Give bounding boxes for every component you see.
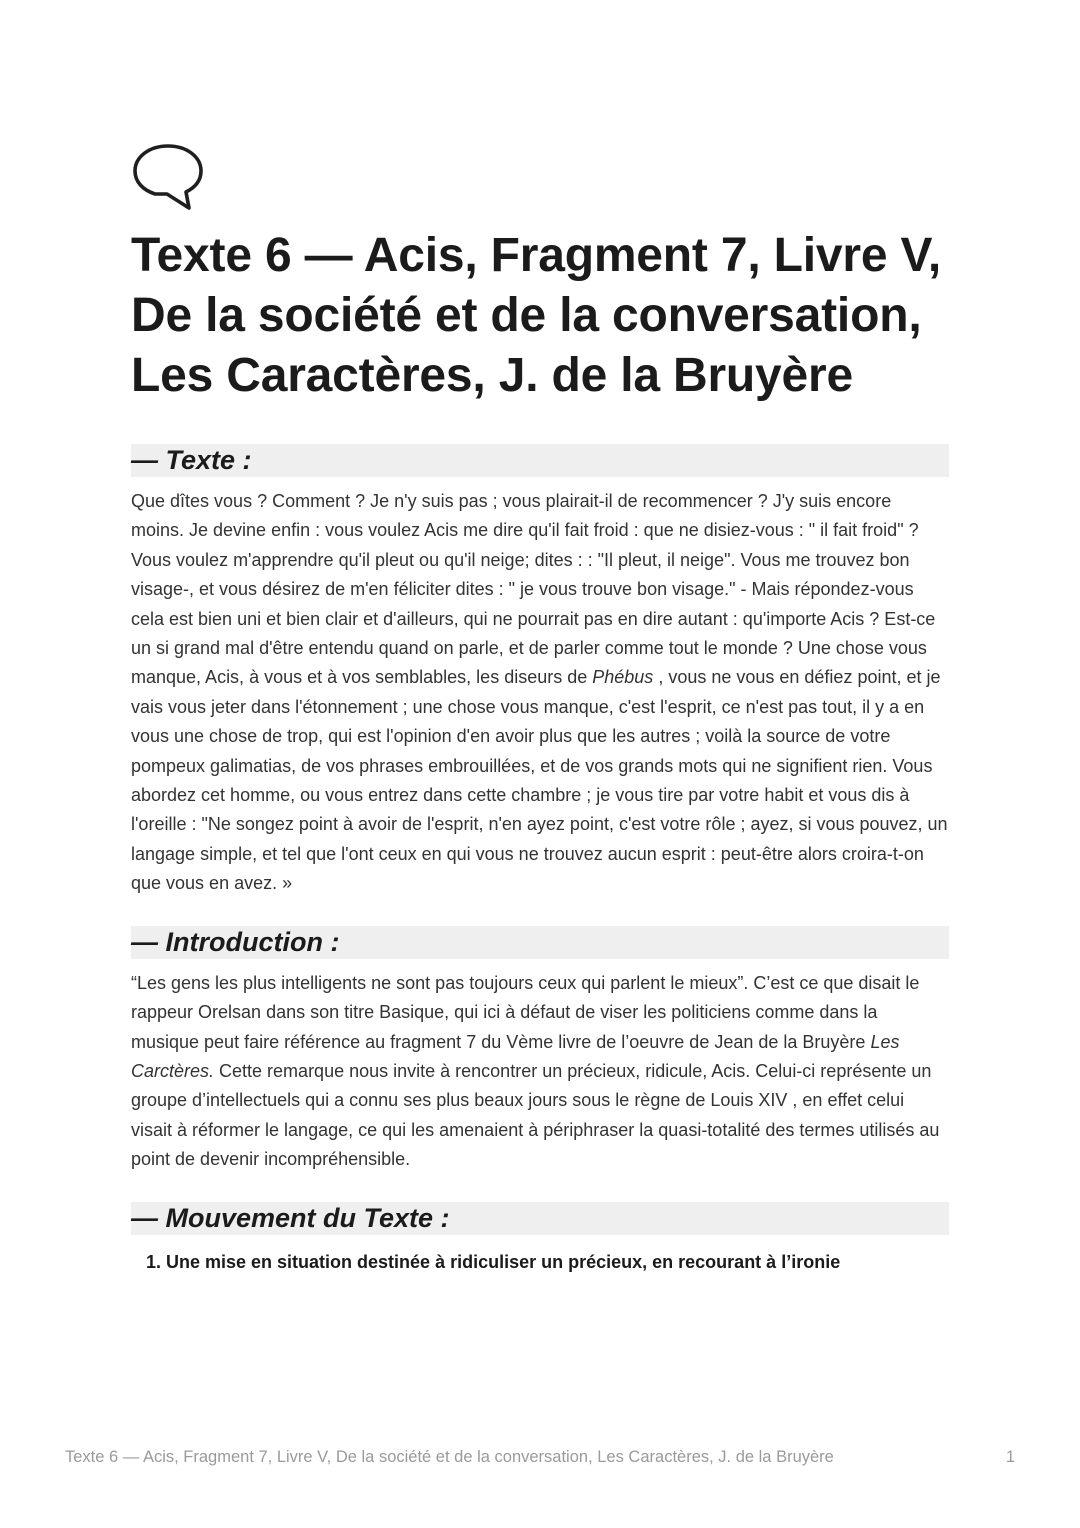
- movement-list: [131, 1249, 949, 1275]
- page-title: Texte 6 — Acis, Fragment 7, Livre V, De la société et de la conversation, Les Caractères, J. de la Bruyère: [131, 229, 942, 402]
- document-page: [131, 140, 949, 1275]
- page-number: 1: [1005, 1448, 1015, 1466]
- texte-paragraph: [131, 487, 949, 899]
- speech-bubble-icon: [131, 140, 205, 212]
- intro-part-1: “Les gens les plus intelligents ne sont pas toujours ceux qui parlent le mieux”. C’est ce que disait le rappeur Orelsan dans son titre Basique, qui ici à défaut de viser les politiciens comme dans la musique peut faire référence au fragment 7 du Vème livre de l’oeuvre de Jean de la Bruyère: [131, 972, 920, 1052]
- section-heading-introduction: — Introduction :: [131, 926, 949, 959]
- texte-part-2: , vous ne vous en défiez point, et je vais vous jeter dans l'étonnement ; une chose vous manque, c'est l'esprit, ce n'est pas tout, il y a en vous une chose de trop, qui est l'opinion d'en avoir plus que les autres ; voilà la source de votre pompeux galimatias, de vos phrases embrouillées, et de vos grands mots qui ne signifient rien. Vous abordez cet homme, ou vous entrez dans cette chambre ; je vous tire par votre habit et vous dis à l'oreille : "Ne songez point à avoir de l'esprit, n'en ayez point, c'est votre rôle ; ayez, si vous pouvez, un langage simple, et tel que l'ont ceux en qui vous ne trouvez aucun esprit : peut-être alors croira-t-on que vous en avez. »: [131, 667, 948, 894]
- list-item: 1. Une mise en situation destinée à ridiculiser un précieux, en recourant à l’ironie: [166, 1249, 949, 1275]
- texte-part-phebus: Phébus: [592, 667, 654, 688]
- section-heading-mouvement: — Mouvement du Texte :: [131, 1202, 949, 1235]
- texte-part-1: Que dîtes vous ? Comment ? Je n'y suis pas ; vous plairait-il de recommencer ? J'y suis encore moins. Je devine enfin : vous voulez Acis me dire qu'il fait froid : que ne disiez-vous : " il fait froid" ? Vous voulez m'apprendre qu'il pleut ou qu'il neige; dites : : "Il pleut, il neige". Vous me trouvez bon visage-, et vous désirez de m'en féliciter dites : " je vous trouve bon visage." - Mais répondez-vous cela est bien uni et bien clair et d'ailleurs, qui ne pourrait pas en dire autant : qu'importe Acis ? Est-ce un si grand mal d'être entendu quand on parle, et de parler comme tout le monde ? Une chose vous manque, Acis, à vous et à vos semblables, les diseurs de: [131, 491, 936, 688]
- section-heading-texte: — Texte :: [131, 444, 949, 477]
- intro-part-2: Cette remarque nous invite à rencontrer un précieux, ridicule, Acis. Celui-ci représente un groupe d’intellectuels qui a connu ses plus beaux jours sous le règne de Louis XIV , en effet celui visait à réformer le langage, ce qui les amenaient à périphraser la quasi-totalité des termes utilisés au point de devenir incompréhensible.: [131, 1060, 940, 1170]
- introduction-paragraph: [131, 969, 949, 1175]
- footer-title: Texte 6 — Acis, Fragment 7, Livre V, De la société et de la conversation, Les Caractères, J. de la Bruyère: [65, 1448, 834, 1466]
- intro-part-book-title: Les Carctères.: [131, 1031, 900, 1081]
